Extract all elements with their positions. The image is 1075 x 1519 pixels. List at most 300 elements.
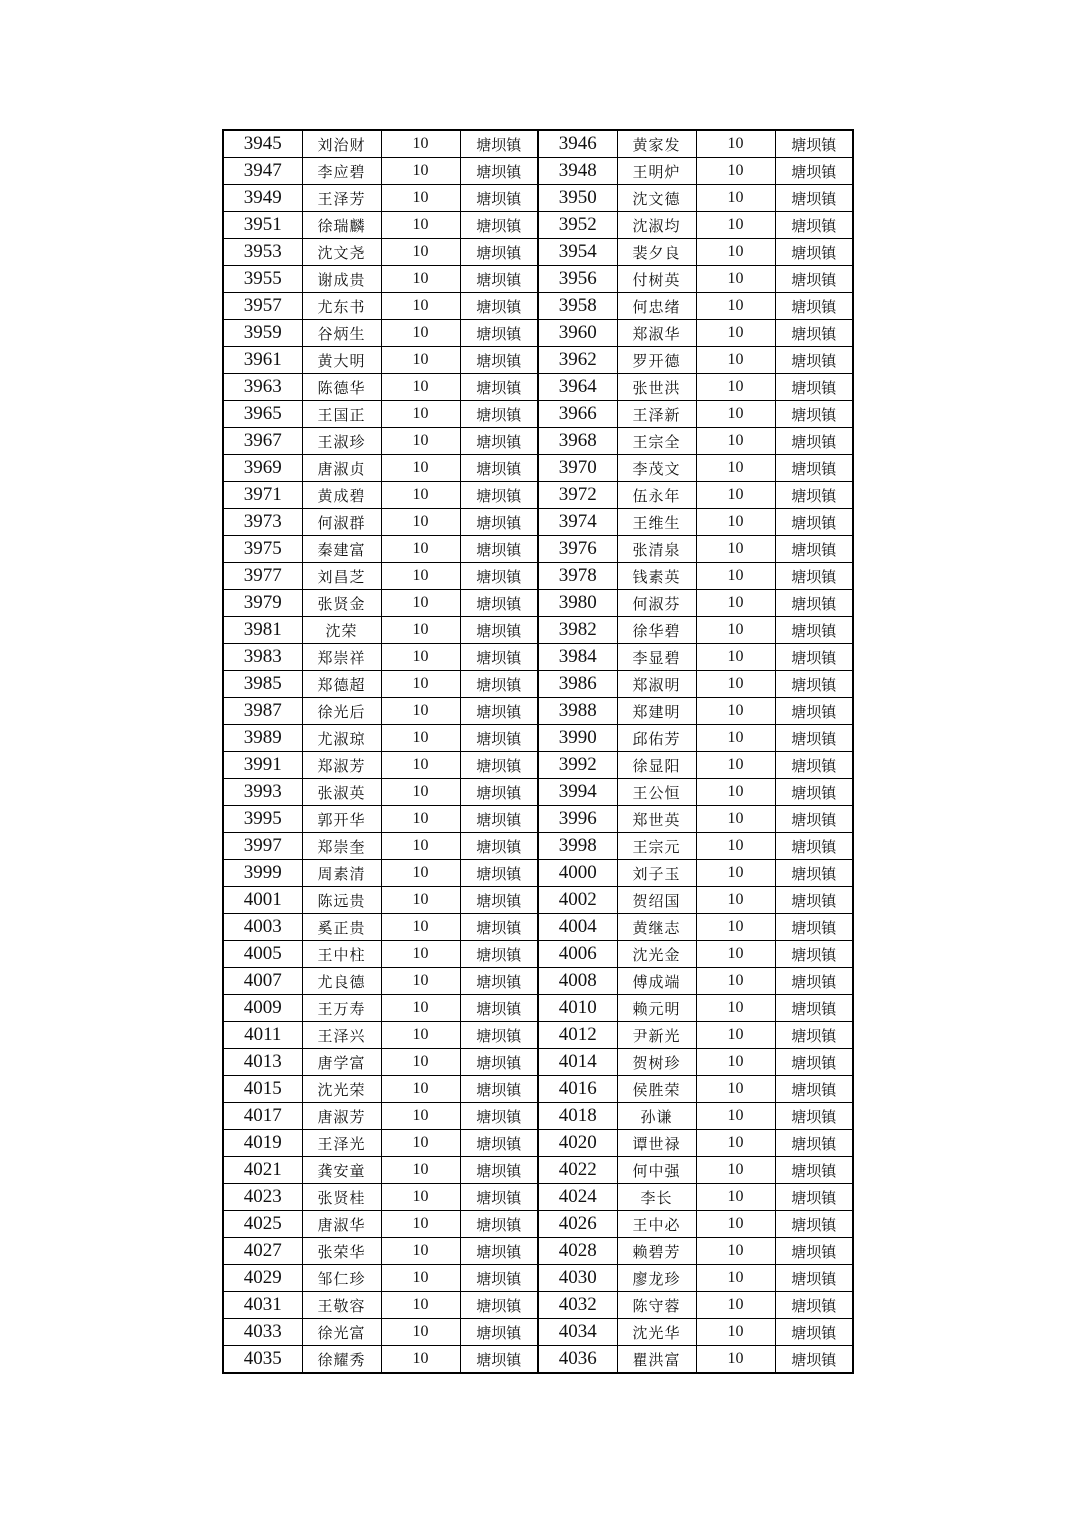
entry-name: 王万寿	[302, 995, 381, 1022]
entry-number: 4025	[223, 1211, 302, 1238]
entry-amount: 10	[381, 1238, 460, 1265]
entry-name: 孙谦	[617, 1103, 696, 1130]
entry-number: 3985	[223, 671, 302, 698]
entry-town: 塘坝镇	[775, 130, 853, 158]
entry-amount: 10	[381, 968, 460, 995]
entry-name: 何中强	[617, 1157, 696, 1184]
entry-number: 3958	[538, 293, 617, 320]
entry-name: 徐光富	[302, 1319, 381, 1346]
entry-amount: 10	[381, 860, 460, 887]
entry-town: 塘坝镇	[775, 428, 853, 455]
table-row	[223, 509, 853, 536]
entry-town: 塘坝镇	[775, 1211, 853, 1238]
entry-number: 3966	[538, 401, 617, 428]
entry-name: 沈文德	[617, 185, 696, 212]
entry-number: 3969	[223, 455, 302, 482]
table-row	[223, 752, 853, 779]
entry-name: 郑淑华	[617, 320, 696, 347]
entry-number: 3956	[538, 266, 617, 293]
entry-amount: 10	[696, 1184, 775, 1211]
entry-town: 塘坝镇	[460, 860, 538, 887]
entry-town: 塘坝镇	[460, 779, 538, 806]
table-row	[223, 1184, 853, 1211]
entry-number: 4021	[223, 1157, 302, 1184]
entry-name: 唐淑贞	[302, 455, 381, 482]
entry-town: 塘坝镇	[775, 293, 853, 320]
entry-number: 3987	[223, 698, 302, 725]
entry-town: 塘坝镇	[460, 374, 538, 401]
table-row	[223, 482, 853, 509]
entry-town: 塘坝镇	[460, 347, 538, 374]
entry-amount: 10	[696, 536, 775, 563]
entry-number: 4026	[538, 1211, 617, 1238]
entry-amount: 10	[381, 428, 460, 455]
entry-town: 塘坝镇	[775, 725, 853, 752]
entry-name: 裴夕良	[617, 239, 696, 266]
entry-town: 塘坝镇	[460, 941, 538, 968]
entry-town: 塘坝镇	[460, 752, 538, 779]
entry-town: 塘坝镇	[460, 158, 538, 185]
entry-name: 黄大明	[302, 347, 381, 374]
entry-number: 3949	[223, 185, 302, 212]
entry-amount: 10	[381, 833, 460, 860]
entry-name: 唐学富	[302, 1049, 381, 1076]
entry-name: 刘治财	[302, 130, 381, 158]
entry-town: 塘坝镇	[775, 320, 853, 347]
entry-town: 塘坝镇	[460, 725, 538, 752]
entry-town: 塘坝镇	[460, 1211, 538, 1238]
table-row	[223, 698, 853, 725]
entry-number: 4028	[538, 1238, 617, 1265]
entry-town: 塘坝镇	[460, 1319, 538, 1346]
entry-number: 4001	[223, 887, 302, 914]
entry-amount: 10	[381, 1292, 460, 1319]
entry-name: 谢成贵	[302, 266, 381, 293]
entry-town: 塘坝镇	[775, 671, 853, 698]
table-row	[223, 536, 853, 563]
entry-town: 塘坝镇	[775, 239, 853, 266]
table-row	[223, 1076, 853, 1103]
entry-amount: 10	[696, 995, 775, 1022]
entry-town: 塘坝镇	[775, 1103, 853, 1130]
entry-town: 塘坝镇	[775, 698, 853, 725]
entry-town: 塘坝镇	[460, 1238, 538, 1265]
entry-number: 3960	[538, 320, 617, 347]
entry-amount: 10	[696, 860, 775, 887]
entry-town: 塘坝镇	[775, 833, 853, 860]
entry-name: 沈荣	[302, 617, 381, 644]
entry-town: 塘坝镇	[460, 1103, 538, 1130]
entry-amount: 10	[696, 130, 775, 158]
entry-name: 龚安童	[302, 1157, 381, 1184]
entry-number: 3954	[538, 239, 617, 266]
entry-amount: 10	[381, 1130, 460, 1157]
entry-number: 3979	[223, 590, 302, 617]
entry-number: 4013	[223, 1049, 302, 1076]
entry-town: 塘坝镇	[460, 1346, 538, 1374]
table-row	[223, 455, 853, 482]
entry-town: 塘坝镇	[775, 995, 853, 1022]
entry-name: 尤良德	[302, 968, 381, 995]
entry-town: 塘坝镇	[775, 779, 853, 806]
table-row	[223, 212, 853, 239]
entry-name: 徐光后	[302, 698, 381, 725]
entry-name: 何忠绪	[617, 293, 696, 320]
entry-amount: 10	[696, 617, 775, 644]
entry-amount: 10	[696, 887, 775, 914]
entry-name: 王宗元	[617, 833, 696, 860]
entry-amount: 10	[381, 185, 460, 212]
entry-name: 何淑群	[302, 509, 381, 536]
entry-amount: 10	[381, 914, 460, 941]
entry-amount: 10	[696, 266, 775, 293]
entry-number: 3972	[538, 482, 617, 509]
entry-amount: 10	[381, 1211, 460, 1238]
table-row	[223, 1265, 853, 1292]
table-row	[223, 1211, 853, 1238]
entry-name: 王中必	[617, 1211, 696, 1238]
entry-amount: 10	[381, 941, 460, 968]
entry-amount: 10	[381, 779, 460, 806]
table-row	[223, 806, 853, 833]
table-row	[223, 995, 853, 1022]
table-row	[223, 914, 853, 941]
entry-amount: 10	[381, 212, 460, 239]
table-row	[223, 266, 853, 293]
entry-number: 3982	[538, 617, 617, 644]
entry-amount: 10	[381, 1022, 460, 1049]
entry-name: 沈淑均	[617, 212, 696, 239]
entry-amount: 10	[696, 1265, 775, 1292]
entry-town: 塘坝镇	[775, 1130, 853, 1157]
entry-town: 塘坝镇	[460, 536, 538, 563]
entry-town: 塘坝镇	[460, 1265, 538, 1292]
entry-town: 塘坝镇	[460, 995, 538, 1022]
table-row	[223, 1346, 853, 1374]
entry-amount: 10	[696, 698, 775, 725]
entry-name: 郑德超	[302, 671, 381, 698]
entry-town: 塘坝镇	[460, 617, 538, 644]
entry-number: 3946	[538, 130, 617, 158]
entry-number: 4030	[538, 1265, 617, 1292]
entry-name: 李长	[617, 1184, 696, 1211]
entry-name: 徐耀秀	[302, 1346, 381, 1374]
entry-town: 塘坝镇	[775, 1319, 853, 1346]
table-row	[223, 347, 853, 374]
entry-name: 张贤桂	[302, 1184, 381, 1211]
entry-amount: 10	[381, 130, 460, 158]
entry-amount: 10	[696, 779, 775, 806]
entry-town: 塘坝镇	[460, 671, 538, 698]
entry-number: 3947	[223, 158, 302, 185]
entry-town: 塘坝镇	[460, 590, 538, 617]
entry-town: 塘坝镇	[775, 1076, 853, 1103]
table-row	[223, 833, 853, 860]
entry-amount: 10	[696, 833, 775, 860]
entry-amount: 10	[696, 158, 775, 185]
entry-name: 赖元明	[617, 995, 696, 1022]
entry-amount: 10	[381, 887, 460, 914]
entry-name: 尤淑琼	[302, 725, 381, 752]
entry-number: 3994	[538, 779, 617, 806]
entry-number: 4014	[538, 1049, 617, 1076]
entry-number: 3965	[223, 401, 302, 428]
entry-name: 唐淑华	[302, 1211, 381, 1238]
entry-name: 伍永年	[617, 482, 696, 509]
entry-name: 王明炉	[617, 158, 696, 185]
table-row	[223, 320, 853, 347]
entry-amount: 10	[696, 185, 775, 212]
table-row	[223, 887, 853, 914]
entry-number: 3959	[223, 320, 302, 347]
entry-name: 黄家发	[617, 130, 696, 158]
entry-town: 塘坝镇	[460, 563, 538, 590]
entry-number: 3976	[538, 536, 617, 563]
entry-name: 尹新光	[617, 1022, 696, 1049]
entry-amount: 10	[381, 995, 460, 1022]
table-row	[223, 239, 853, 266]
entry-amount: 10	[381, 1265, 460, 1292]
entry-name: 王淑珍	[302, 428, 381, 455]
entry-town: 塘坝镇	[460, 239, 538, 266]
roster-table	[222, 129, 854, 1374]
entry-number: 3951	[223, 212, 302, 239]
entry-amount: 10	[696, 320, 775, 347]
entry-number: 4034	[538, 1319, 617, 1346]
table-row	[223, 130, 853, 158]
table-row	[223, 941, 853, 968]
entry-number: 4004	[538, 914, 617, 941]
entry-town: 塘坝镇	[460, 482, 538, 509]
entry-amount: 10	[696, 428, 775, 455]
entry-amount: 10	[696, 590, 775, 617]
entry-town: 塘坝镇	[775, 266, 853, 293]
entry-amount: 10	[696, 1103, 775, 1130]
entry-amount: 10	[381, 293, 460, 320]
entry-town: 塘坝镇	[775, 347, 853, 374]
entry-name: 唐淑芳	[302, 1103, 381, 1130]
entry-amount: 10	[696, 941, 775, 968]
entry-number: 4023	[223, 1184, 302, 1211]
entry-town: 塘坝镇	[460, 644, 538, 671]
entry-amount: 10	[696, 806, 775, 833]
entry-number: 4016	[538, 1076, 617, 1103]
entry-town: 塘坝镇	[460, 1130, 538, 1157]
entry-name: 郑淑芳	[302, 752, 381, 779]
entry-name: 张贤金	[302, 590, 381, 617]
entry-amount: 10	[696, 968, 775, 995]
entry-number: 3957	[223, 293, 302, 320]
entry-name: 邹仁珍	[302, 1265, 381, 1292]
entry-amount: 10	[381, 725, 460, 752]
entry-amount: 10	[696, 1346, 775, 1374]
entry-town: 塘坝镇	[775, 1049, 853, 1076]
entry-amount: 10	[696, 293, 775, 320]
entry-amount: 10	[696, 482, 775, 509]
entry-number: 3995	[223, 806, 302, 833]
entry-town: 塘坝镇	[775, 752, 853, 779]
entry-amount: 10	[381, 1076, 460, 1103]
table-row	[223, 590, 853, 617]
entry-amount: 10	[381, 1319, 460, 1346]
entry-name: 李显碧	[617, 644, 696, 671]
entry-amount: 10	[696, 1238, 775, 1265]
table-row	[223, 1292, 853, 1319]
entry-name: 秦建富	[302, 536, 381, 563]
entry-name: 沈光华	[617, 1319, 696, 1346]
entry-town: 塘坝镇	[460, 320, 538, 347]
entry-number: 4000	[538, 860, 617, 887]
entry-number: 3988	[538, 698, 617, 725]
entry-town: 塘坝镇	[775, 1346, 853, 1374]
entry-town: 塘坝镇	[460, 806, 538, 833]
entry-number: 3996	[538, 806, 617, 833]
table-row	[223, 1022, 853, 1049]
entry-amount: 10	[381, 1346, 460, 1374]
entry-name: 付树英	[617, 266, 696, 293]
entry-amount: 10	[381, 1157, 460, 1184]
entry-number: 4009	[223, 995, 302, 1022]
entry-number: 3974	[538, 509, 617, 536]
entry-name: 傅成端	[617, 968, 696, 995]
entry-amount: 10	[696, 671, 775, 698]
entry-town: 塘坝镇	[460, 401, 538, 428]
entry-amount: 10	[696, 752, 775, 779]
table-row	[223, 968, 853, 995]
entry-town: 塘坝镇	[775, 968, 853, 995]
entry-number: 4017	[223, 1103, 302, 1130]
entry-amount: 10	[381, 590, 460, 617]
entry-town: 塘坝镇	[775, 509, 853, 536]
entry-town: 塘坝镇	[460, 1184, 538, 1211]
entry-number: 3977	[223, 563, 302, 590]
entry-number: 4027	[223, 1238, 302, 1265]
table-row	[223, 293, 853, 320]
entry-name: 王维生	[617, 509, 696, 536]
entry-number: 4029	[223, 1265, 302, 1292]
entry-town: 塘坝镇	[775, 590, 853, 617]
entry-amount: 10	[696, 347, 775, 374]
table-row	[223, 1319, 853, 1346]
entry-name: 郑世英	[617, 806, 696, 833]
entry-name: 王泽兴	[302, 1022, 381, 1049]
entry-amount: 10	[381, 644, 460, 671]
entry-town: 塘坝镇	[460, 1022, 538, 1049]
entry-town: 塘坝镇	[775, 212, 853, 239]
entry-name: 何淑芬	[617, 590, 696, 617]
entry-town: 塘坝镇	[775, 887, 853, 914]
entry-name: 谷炳生	[302, 320, 381, 347]
entry-number: 3953	[223, 239, 302, 266]
entry-amount: 10	[381, 266, 460, 293]
entry-number: 3952	[538, 212, 617, 239]
entry-number: 3986	[538, 671, 617, 698]
entry-amount: 10	[381, 455, 460, 482]
table-row	[223, 1238, 853, 1265]
entry-amount: 10	[696, 1211, 775, 1238]
entry-town: 塘坝镇	[775, 1265, 853, 1292]
table-row	[223, 374, 853, 401]
entry-number: 3964	[538, 374, 617, 401]
entry-town: 塘坝镇	[775, 455, 853, 482]
entry-amount: 10	[696, 455, 775, 482]
entry-name: 王泽光	[302, 1130, 381, 1157]
entry-number: 4012	[538, 1022, 617, 1049]
entry-number: 3955	[223, 266, 302, 293]
entry-amount: 10	[696, 239, 775, 266]
entry-number: 4010	[538, 995, 617, 1022]
entry-number: 3971	[223, 482, 302, 509]
entry-name: 张淑英	[302, 779, 381, 806]
entry-amount: 10	[696, 1319, 775, 1346]
table-row	[223, 158, 853, 185]
entry-amount: 10	[696, 1157, 775, 1184]
entry-name: 侯胜荣	[617, 1076, 696, 1103]
entry-amount: 10	[381, 752, 460, 779]
entry-town: 塘坝镇	[460, 509, 538, 536]
entry-name: 沈光荣	[302, 1076, 381, 1103]
entry-name: 贺绍国	[617, 887, 696, 914]
entry-amount: 10	[696, 1130, 775, 1157]
entry-number: 4002	[538, 887, 617, 914]
entry-name: 张荣华	[302, 1238, 381, 1265]
entry-town: 塘坝镇	[460, 1049, 538, 1076]
entry-town: 塘坝镇	[460, 428, 538, 455]
entry-name: 瞿洪富	[617, 1346, 696, 1374]
entry-number: 4024	[538, 1184, 617, 1211]
entry-amount: 10	[696, 914, 775, 941]
entry-amount: 10	[381, 1184, 460, 1211]
entry-amount: 10	[381, 806, 460, 833]
entry-amount: 10	[696, 1292, 775, 1319]
entry-amount: 10	[381, 374, 460, 401]
entry-name: 陈德华	[302, 374, 381, 401]
entry-town: 塘坝镇	[460, 185, 538, 212]
entry-name: 刘子玉	[617, 860, 696, 887]
entry-name: 黄继志	[617, 914, 696, 941]
entry-name: 奚正贵	[302, 914, 381, 941]
table-row	[223, 644, 853, 671]
entry-number: 3998	[538, 833, 617, 860]
entry-town: 塘坝镇	[775, 1238, 853, 1265]
entry-number: 4031	[223, 1292, 302, 1319]
entry-amount: 10	[381, 482, 460, 509]
entry-town: 塘坝镇	[775, 644, 853, 671]
entry-name: 谭世禄	[617, 1130, 696, 1157]
roster-table-body	[223, 130, 853, 1373]
entry-name: 徐显阳	[617, 752, 696, 779]
entry-name: 王泽芳	[302, 185, 381, 212]
entry-name: 沈文尧	[302, 239, 381, 266]
entry-name: 徐华碧	[617, 617, 696, 644]
entry-number: 3945	[223, 130, 302, 158]
entry-number: 3948	[538, 158, 617, 185]
entry-number: 4011	[223, 1022, 302, 1049]
entry-name: 陈远贵	[302, 887, 381, 914]
entry-name: 张世洪	[617, 374, 696, 401]
entry-number: 3997	[223, 833, 302, 860]
table-row	[223, 779, 853, 806]
entry-number: 3968	[538, 428, 617, 455]
entry-number: 4035	[223, 1346, 302, 1374]
entry-number: 4033	[223, 1319, 302, 1346]
entry-amount: 10	[381, 563, 460, 590]
entry-town: 塘坝镇	[775, 1022, 853, 1049]
entry-name: 徐瑞麟	[302, 212, 381, 239]
entry-amount: 10	[381, 320, 460, 347]
entry-name: 王国正	[302, 401, 381, 428]
entry-number: 3992	[538, 752, 617, 779]
